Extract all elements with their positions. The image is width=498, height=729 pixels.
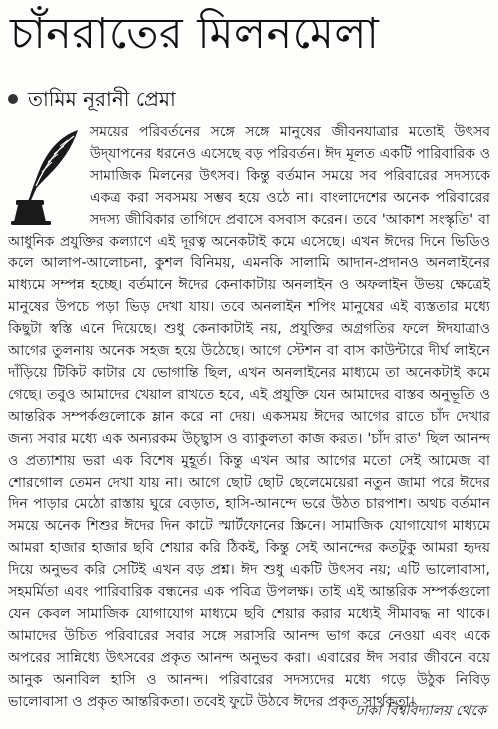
headline: চাঁনরাতের মিলনমেলা — [10, 9, 380, 59]
byline — [8, 86, 176, 112]
article-body — [8, 122, 490, 713]
quill-and-inkwell-icon — [8, 126, 84, 226]
author-affiliation: ঢাকা বিশ্ববিদ্যালয় থেকে — [355, 703, 486, 719]
bullet-icon — [8, 94, 18, 104]
author-name: তামিম নূরানী প্রেমা — [28, 87, 176, 111]
article-paragraph: সময়ের পরিবর্তনের সঙ্গে সঙ্গে মানুষের জীবনযাত্রার মতোই উৎসব উদ্‌যাপনের ধরনেও এসেছে বড় পরিবর্তন। ঈদ মূলত একটি পারিবারিক ও সামাজিক মিলনের উৎসব। কিন্তু বর্তমান সময়ে সব পরিবারের সদস্যকে একত্র করা সবসময় সম্ভব হয়ে ওঠে না। বাংলাদেশের অনেক পরিবারের সদস্য জীবিকার তাগিদে প্রবাসে বসবাস করেন। তবে 'আকাশ সংস্কৃতি' বা আধুনিক প্রযুক্তির কল্যাণে এই দূরত্ব অনেকটাই কমে এসেছে। এখন ঈদের দিনে ভিডিও কলে আলাপ-আলোচনা, কুশল বিনিময়, এমনকি সালামি আদান-প্রদানও অনলাইনের মাধ্যমে সম্পন্ন হচ্ছে। বর্তমানে ঈদের কেনাকাটায় অনলাইন ও অফলাইন উভয় ক্ষেত্রেই মানুষের উপচে পড়া ভিড় দেখা যায়। তবে অনলাইন শপিং মানুষের এই ব্যস্ততার মধ্যে কিছুটা স্বস্তি এনে দিয়েছে। শুধু কেনাকাটাই নয়, প্রযুক্তির অগ্রগতির ফলে ঈদযাত্রাও আগের তুলনায় অনেক সহজ হয়ে উঠেছে। আগে স্টেশন বা বাস কাউন্টারে দীর্ঘ লাইনে দাঁড়িয়ে টিকিট কাটার যে ভোগান্তি ছিল, এখন অনলাইনের মাধ্যমে তা অনেকটাই কমে গেছে। তবুও আমাদের খেয়াল রাখতে হবে, এই প্রযুক্তি যেন আমাদের বাস্তব অনুভূতি ও আন্তরিক সম্পর্কগুলোকে ম্লান করে না দেয়। একসময় ঈদের আগের রাতে চাঁদ দেখার জন্য সবার মধ্যে এক অন্যরকম উচ্ছ্বাস ও ব্যাকুলতা কাজ করত। 'চাঁদ রাত' ছিল আনন্দ ও প্রত্যাশায় ভরা এক বিশেষ মুহূর্ত। কিন্তু এখন আর আগের মতো সেই আমেজ বা শোরগোল তেমন দেখা যায় না। আগে ছোট ছোট ছেলেমেয়েরা নতুন জামা পরে ঈদের দিন পাড়ার মেঠো রাস্তায় ঘুরে বেড়াত, হাসি-আনন্দে ভরে উঠত চারপাশ। অথচ বর্তমান সময়ে অনেক শিশুর ঈদের দিন কাটে স্মার্টফোনের স্ক্রিনে। সামাজিক যোগাযোগ মাধ্যমে আমরা হাজার হাজার ছবি শেয়ার করি ঠিকই, কিন্তু সেই আনন্দের কতটুকু আমরা হৃদয় দিয়ে অনুভব করি সেটিই এখন বড় প্রশ্ন। ঈদ শুধু একটি উৎসব নয়; এটি ভালোবাসা, সহমর্মিতা এবং পারিবারিক বন্ধনের এক পবিত্র উপলক্ষ। তাই এই আন্তরিক সম্পর্কগুলো যেন কেবল সামাজিক যোগাযোগ মাধ্যমে ছবি শেয়ার করার মধ্যেই সীমাবদ্ধ না থাকে। আমাদের উচিত পরিবারের সবার সঙ্গে সরাসরি আনন্দ ভাগ করে নেওয়া এবং একে অপরের সান্নিধ্যে উৎসবের প্রকৃত আনন্দ অনুভব করা। এবারের ঈদ সবার জীবনে বয়ে আনুক অনাবিল হাসি ও আনন্দ। পরিবারের সদস্যদের মধ্যে গড়ে উঠুক নিবিড় ভালোবাসা ও প্রকৃত আন্তরিকতা। তবেই ফুটে উঠবে ঈদের প্রকৃত সার্থকতা। — [8, 124, 490, 710]
